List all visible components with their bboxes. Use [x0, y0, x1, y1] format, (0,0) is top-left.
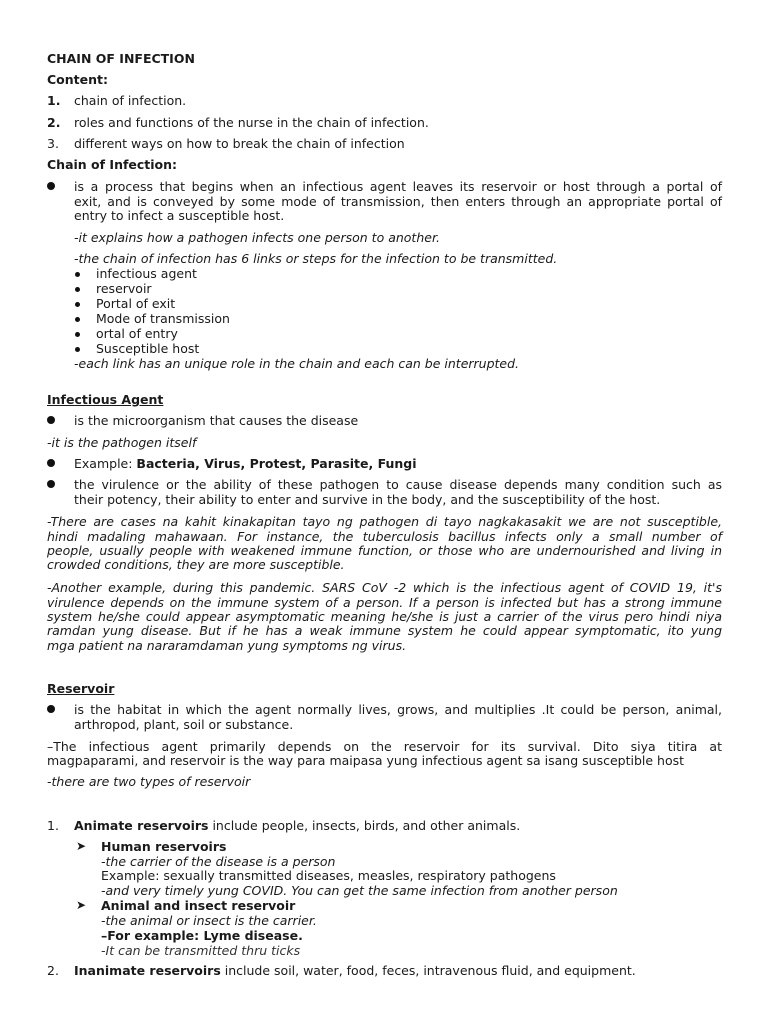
animal-reservoir-example: –For example: Lyme disease. [101, 928, 303, 943]
bullet-icon [47, 705, 55, 713]
agent-definition: is the microorganism that causes the disease [74, 413, 359, 428]
content-item-number: 1. [47, 93, 61, 108]
chain-link-item: Susceptible host [96, 341, 200, 356]
agent-paragraph-line: people, usually people with weakened immune function, or those who are undernourished and living in [47, 543, 722, 558]
bullet-icon [75, 302, 80, 307]
section-heading-infectious-agent: Infectious Agent [47, 392, 164, 407]
chain-note: -it explains how a pathogen infects one person to another. [74, 230, 440, 245]
agent-paragraph-line: -There are cases na kahit kinakapitan tayo ng pathogen di tayo nagkakasakit we are not susceptible, [47, 514, 722, 529]
bullet-icon [75, 287, 80, 292]
bullet-icon [75, 317, 80, 322]
bullet-icon [47, 182, 55, 190]
chain-definition-line: exit, and is conveyed by some mode of transmission, then enters through an appropriate portal of [74, 194, 722, 209]
list-number: 1. [47, 818, 59, 833]
virulence-line: their potency, their ability to enter and survive in the body, and the susceptibility of the host. [74, 492, 661, 507]
reservoir-definition-line: arthropod, plant, soil or substance. [74, 717, 294, 732]
reservoir-definition-line: is the habitat in which the agent normally lives, grows, and multiplies .It could be person, animal, [74, 702, 722, 717]
content-item-number: 2. [47, 115, 61, 130]
bullet-icon [47, 416, 55, 424]
animate-reservoirs-item [74, 818, 520, 833]
inanimate-reservoirs-item [74, 963, 636, 978]
chain-note: -the chain of infection has 6 links or steps for the infection to be transmitted. [74, 251, 558, 266]
human-reservoirs-heading: Human reservoirs [101, 839, 227, 854]
animal-reservoir-note: -the animal or insect is the carrier. [101, 913, 317, 928]
agent-paragraph-line: ramdan yung disease. But if he has a weak immune system he could appear symptomatic, ito yung [47, 623, 722, 638]
animal-reservoir-heading: Animal and insect reservoir [101, 898, 296, 913]
chain-heading: Chain of Infection: [47, 157, 178, 172]
content-item: different ways on how to break the chain of infection [74, 136, 405, 151]
agent-paragraph-line: -Another example, during this pandemic. SARS CoV -2 which is the infectious agent of COVID 19, it's [47, 580, 722, 595]
content-item: roles and functions of the nurse in the chain of infection. [74, 115, 429, 130]
arrow-bullet-icon: ➤ [76, 839, 87, 853]
human-reservoirs-note: -the carrier of the disease is a person [101, 854, 336, 869]
inanimate-reservoirs-text: include soil, water, food, feces, intravenous fluid, and equipment. [220, 963, 636, 978]
chain-link-item: Portal of exit [96, 296, 176, 311]
content-item: chain of infection. [74, 93, 187, 108]
bullet-icon [75, 272, 80, 277]
example-value: Bacteria, Virus, Protest, Parasite, Fungi [136, 456, 417, 471]
example-label: Example: [74, 456, 137, 471]
reservoir-paragraph-line: –The infectious agent primarily depends on the reservoir for its survival. Dito siya titira at [47, 739, 722, 754]
links-note: -each link has an unique role in the chain and each can be interrupted. [74, 356, 520, 371]
bullet-icon [75, 347, 80, 352]
animal-reservoir-ticks: -It can be transmitted thru ticks [101, 943, 301, 958]
chain-definition-line: is a process that begins when an infectious agent leaves its reservoir or host through a portal of [74, 179, 722, 194]
human-reservoirs-example: Example: sexually transmitted diseases, measles, respiratory pathogens [101, 868, 556, 883]
content-item-number: 3. [47, 136, 59, 151]
agent-note: -it is the pathogen itself [47, 435, 197, 450]
arrow-bullet-icon: ➤ [76, 898, 87, 912]
bullet-icon [75, 332, 80, 337]
agent-paragraph-line: crowded conditions, they are more susceptible. [47, 557, 345, 572]
animate-reservoirs-term: Animate reservoirs [74, 818, 209, 833]
content-heading: Content: [47, 72, 108, 87]
animate-reservoirs-text: include people, insects, birds, and other animals. [208, 818, 521, 833]
chain-link-item: infectious agent [96, 266, 197, 281]
human-reservoirs-covid: -and very timely yung COVID. You can get the same infection from another person [101, 883, 618, 898]
chain-definition-line: entry to infect a susceptible host. [74, 208, 285, 223]
bullet-icon [47, 459, 55, 467]
bullet-icon [47, 480, 55, 488]
page-title: CHAIN OF INFECTION [47, 51, 195, 66]
chain-link-item: ortal of entry [96, 326, 178, 341]
agent-paragraph-line: virulence depends on the immune system of a person. If a person is infected but has a strong immune [47, 595, 722, 610]
chain-link-item: reservoir [96, 281, 152, 296]
section-heading-reservoir: Reservoir [47, 681, 115, 696]
agent-example [74, 456, 417, 471]
inanimate-reservoirs-term: Inanimate reservoirs [74, 963, 221, 978]
reservoir-types-note: -there are two types of reservoir [47, 774, 251, 789]
list-number: 2. [47, 963, 59, 978]
chain-link-item: Mode of transmission [96, 311, 230, 326]
virulence-line: the virulence or the ability of these pathogen to cause disease depends many condition such as [74, 477, 722, 492]
agent-paragraph-line: mga patient na nararamdaman yung symptoms ng virus. [47, 638, 407, 653]
agent-paragraph-line: system he/she could appear asymptomatic meaning he/she is just a carrier of the virus pero hindi niya [47, 609, 722, 624]
agent-paragraph-line: hindi madaling mahawaan. For instance, the tuberculosis bacillus infects only a small number of [47, 529, 722, 544]
reservoir-paragraph-line: magpaparami, and reservoir is the way para maipasa yung infectious agent sa isang susceptible host [47, 753, 685, 768]
